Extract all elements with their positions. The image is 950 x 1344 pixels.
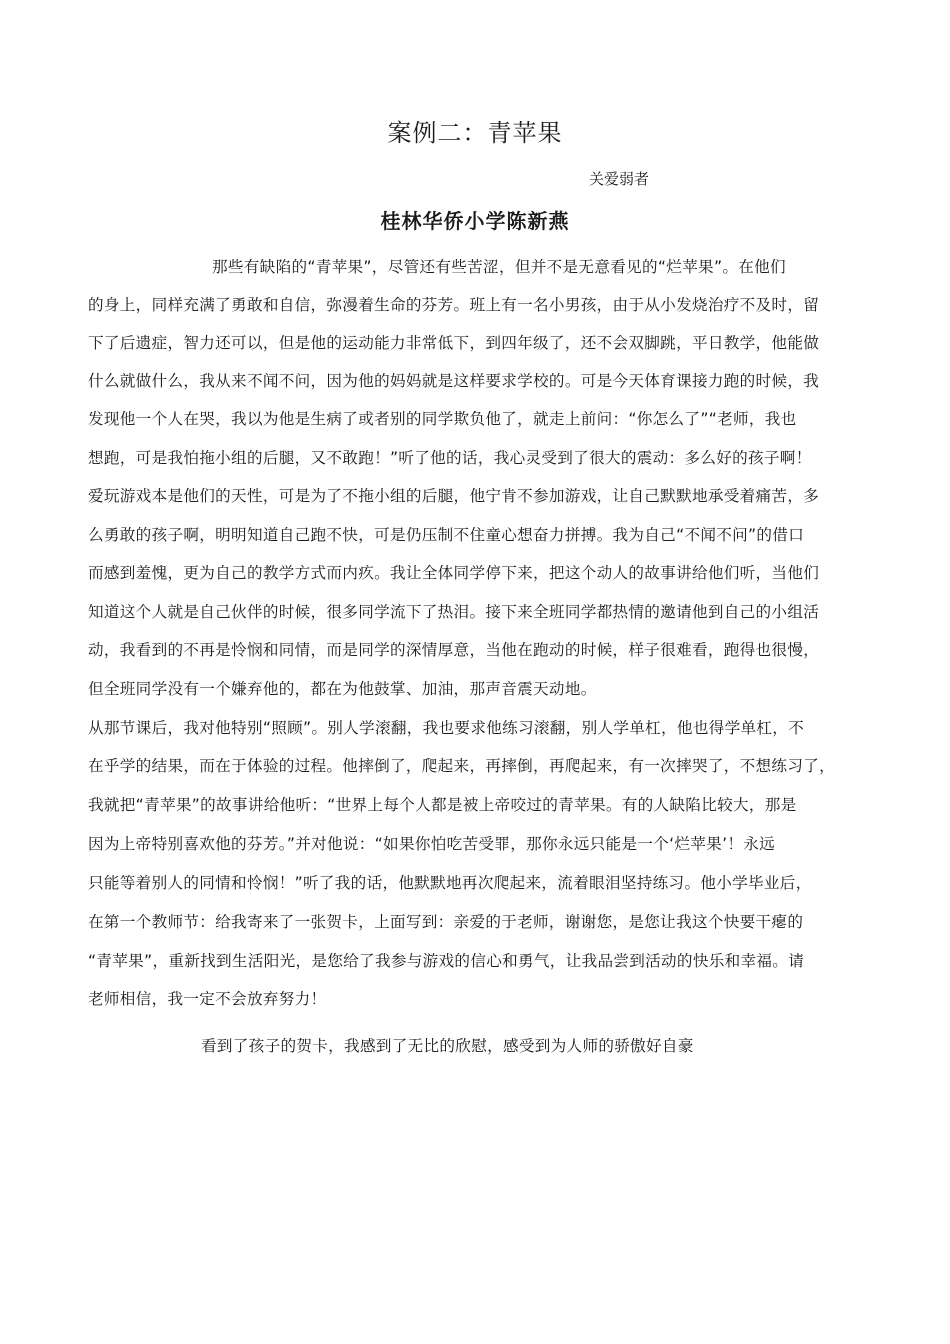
text-line: 从那节课后，我对他特别“照顾”。别人学滚翻，我也要求他练习滚翻，别人学单杠，他也得学单杠，不: [88, 719, 805, 737]
text-line: “青苹果”，重新找到生活阳光，是您给了我参与游戏的信心和勇气，让我品尝到活动的快乐和幸福。请: [88, 952, 805, 970]
text-line: 发现他一个人在哭，我以为他是生病了或者别的同学欺负他了，就走上前问：“你怎么了”“老师，我也: [88, 410, 797, 428]
text-line: 么勇敢的孩子啊，明明知道自己跑不快，可是仍压制不住童心想奋力拼搏。我为自己“不闻不问”的借口: [88, 526, 805, 544]
text-line: 看到了孩子的贺卡，我感到了无比的欣慰，感受到为人师的骄傲好自豪: [201, 1037, 694, 1055]
text-line: 下了后遗症，智力还可以，但是他的运动能力非常低下，到四年级了，还不会双脚跳，平日教学，他能做: [88, 334, 820, 352]
text-line: 因为上帝特别喜欢他的芬芳。”并对他说：“如果你怕吃苦受罪，那你永远只能是一个‘烂苹果’！永远: [88, 835, 776, 853]
text-line: 想跑，可是我怕拖小组的后腿，又不敢跑！”听了他的话，我心灵受到了很大的震动：多么好的孩子啊！: [88, 449, 812, 467]
text-line: 但全班同学没有一个嫌弃他的，都在为他鼓掌、加油，那声音震天动地。: [88, 680, 597, 698]
text-line: 的身上，同样充满了勇敢和自信，弥漫着生命的芬芳。班上有一名小男孩，由于从小发烧治疗不及时，留: [88, 296, 820, 314]
text-line: 而感到羞愧，更为自己的教学方式而内疚。我让全体同学停下来，把这个动人的故事讲给他们听，当他们: [88, 564, 820, 582]
text-line: 什么就做什么，我从来不闻不问，因为他的妈妈就是这样要求学校的。可是今天体育课接力跑的时候，我: [88, 372, 820, 390]
text-line: 我就把“青苹果”的故事讲给他听：“世界上每个人都是被上帝咬过的青苹果。有的人缺陷比较大，那是: [88, 796, 797, 814]
text-line: 老师相信，我一定不会放弃努力！: [88, 990, 327, 1008]
page-title: 案例二：青苹果: [387, 119, 563, 147]
text-line: 爱玩游戏本是他们的天性，可是为了不拖小组的后腿，他宁肯不参加游戏，让自己默默地承受着痛苦，多: [88, 487, 820, 505]
text-line: 只能等着别人的同情和怜悯！”听了我的话，他默默地再次爬起来，流着眼泪坚持练习。他小学毕业后，: [88, 874, 812, 892]
text-line: 在乎学的结果，而在于体验的过程。他摔倒了，爬起来，再摔倒，再爬起来，有一次摔哭了，不想练习了，: [88, 757, 836, 775]
text-line: 那些有缺陷的“青苹果”，尽管还有些苦涩，但并不是无意看见的“烂苹果”。在他们: [212, 258, 786, 276]
author-line: 桂林华侨小学陈新燕: [380, 209, 570, 233]
page-subtitle: 关爱弱者: [589, 170, 650, 188]
text-line: 知道这个人就是自己伙伴的时候，很多同学流下了热泪。接下来全班同学都热情的邀请他到自己的小组活: [88, 603, 820, 621]
text-line: 在第一个教师节：给我寄来了一张贺卡，上面写到：亲爱的于老师，谢谢您，是您让我这个快要干瘪的: [88, 913, 804, 931]
text-line: 动，我看到的不再是怜悯和同情，而是同学的深情厚意，当他在跑动的时候，样子很难看，跑得也很慢，: [88, 641, 820, 659]
